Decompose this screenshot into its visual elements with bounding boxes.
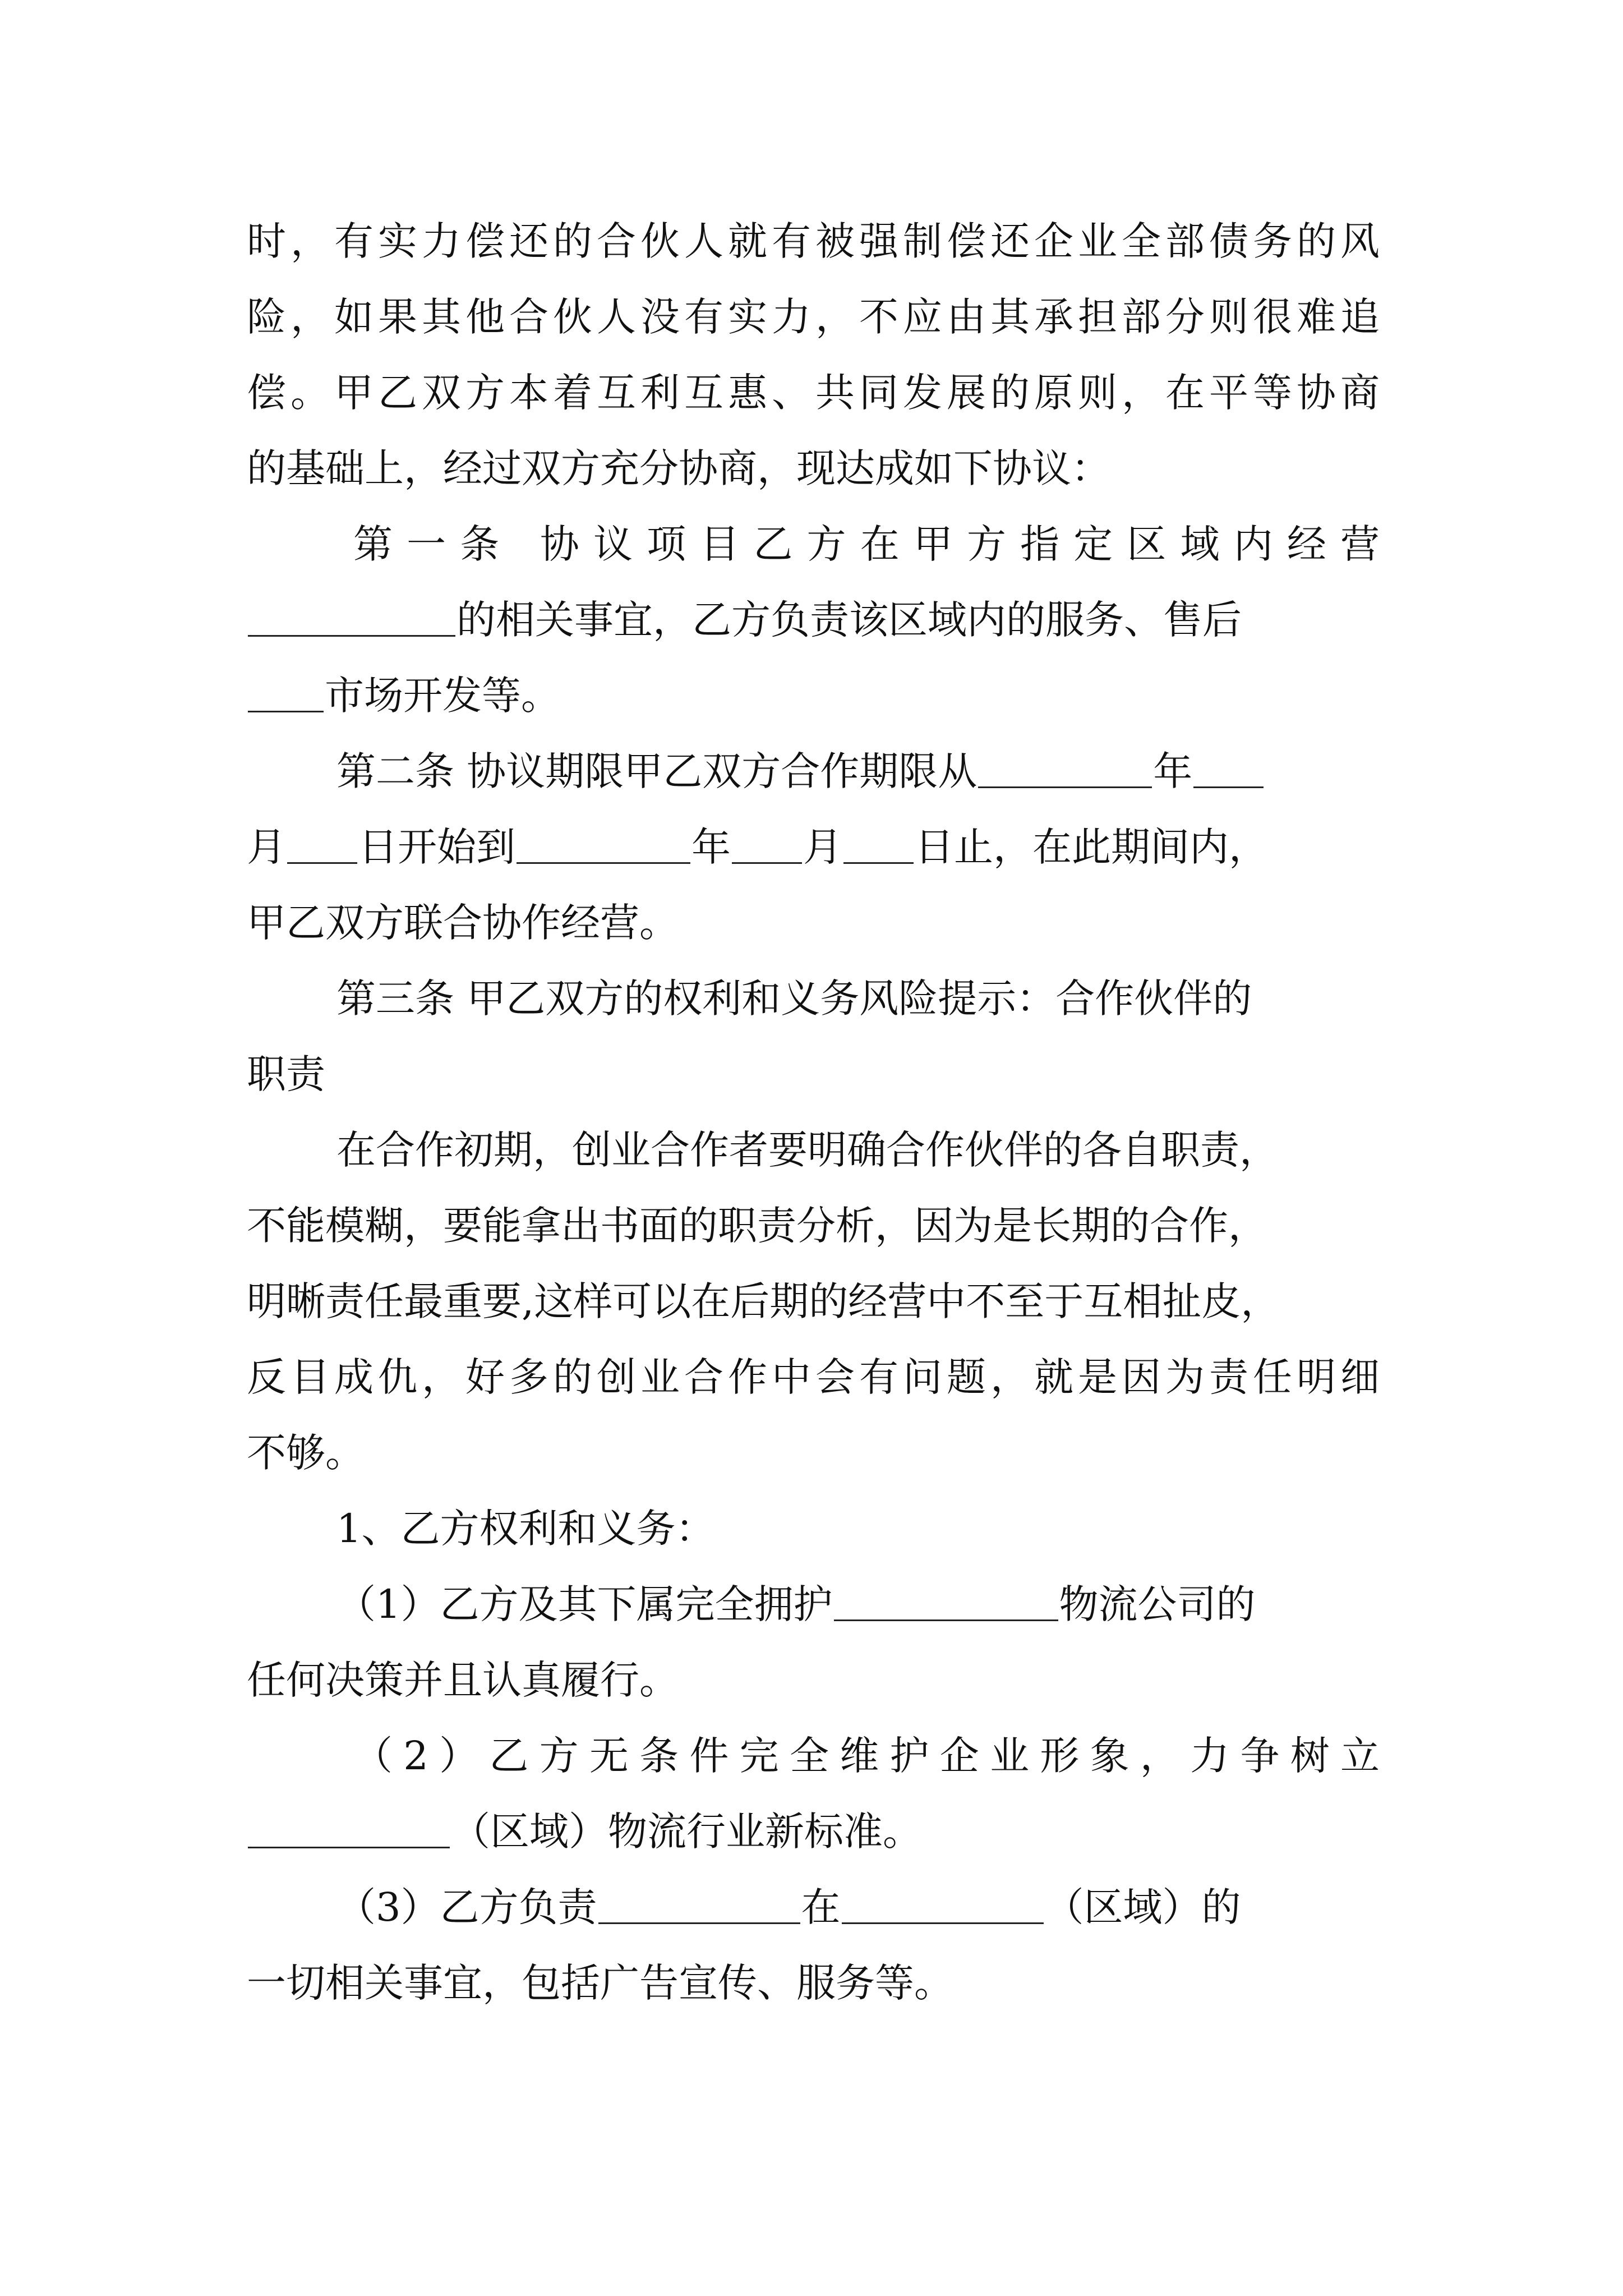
item-2-line: [353, 1722, 1380, 1789]
text-run: 日开始到: [358, 824, 515, 870]
paragraph-line: [247, 435, 1380, 502]
text-run: 第三条 甲乙双方的权利和义务风险提示：合作伙伴的: [336, 976, 1252, 1022]
text-run: 年: [1153, 748, 1193, 794]
paragraph-line: [247, 1798, 1380, 1865]
text-run: 时，有实力偿还的合伙人就有被强制偿还企业全部债务的风: [247, 218, 1380, 264]
fill-in-blank: [834, 1580, 1058, 1621]
fill-in-blank: [517, 823, 690, 864]
paragraph-line: [336, 1116, 1380, 1184]
text-run: 第一条 协议项目乙方在甲方指定区域内经营: [353, 521, 1380, 567]
text-run: 一切相关事宜，包括广告宣传、服务等。: [247, 1960, 953, 2006]
fill-in-blank: [248, 596, 455, 637]
fill-in-blank: [843, 823, 914, 864]
text-run: 市场开发等。: [325, 673, 560, 719]
text-run: （3）乙方负责: [336, 1884, 597, 1930]
article-1-heading-line: [353, 510, 1380, 578]
text-run: 月: [247, 824, 286, 870]
fill-in-blank: [248, 671, 324, 712]
text-run: 在合作初期，创业合作者要明确合作伙伴的各自职责，: [336, 1127, 1279, 1173]
text-run: 在: [801, 1884, 841, 1930]
text-run: 日止，在此期间内，: [915, 824, 1268, 870]
text-run: 第二条 协议期限甲乙双方合作期限从: [336, 748, 978, 794]
text-run: 年: [691, 824, 731, 870]
text-run: 的相关事宜，乙方负责该区域内的服务、售后: [457, 597, 1242, 643]
text-run: 不够。: [247, 1430, 365, 1476]
fill-in-blank: [287, 823, 357, 864]
paragraph-line: [247, 283, 1380, 351]
text-run: 甲乙双方联合协作经营。: [247, 900, 679, 946]
item-1-line: [336, 1571, 1380, 1638]
paragraph-line: [247, 359, 1380, 426]
fill-in-blank: [248, 1807, 450, 1848]
paragraph-line: [247, 1646, 1380, 1714]
text-run: （1）乙方及其下属完全拥护: [336, 1581, 833, 1627]
fill-in-blank: [978, 747, 1152, 788]
item-3-line: [336, 1874, 1380, 1941]
paragraph-line: [247, 208, 1380, 275]
paragraph-line: [247, 1343, 1380, 1411]
text-run: 职责: [247, 1051, 325, 1097]
text-run: 月: [803, 824, 842, 870]
fill-in-blank: [732, 823, 802, 864]
text-run: 的基础上，经过双方充分协商，现达成如下协议：: [247, 445, 1110, 491]
article-2-heading-line: [336, 738, 1380, 805]
fill-in-blank: [842, 1883, 1044, 1924]
paragraph-line: [247, 1041, 1380, 1108]
text-run: 1、乙方权利和义务：: [336, 1506, 715, 1552]
article-3-heading-line: [336, 965, 1380, 1032]
text-run: 任何决策并且认真履行。: [247, 1657, 679, 1703]
paragraph-line: [247, 586, 1380, 654]
text-run: 偿。甲乙双方本着互利互惠、共同发展的原则，在平等协商: [247, 370, 1380, 416]
text-run: 明晰责任最重要,这样可以在后期的经营中不至于互相扯皮，: [247, 1278, 1280, 1324]
text-run: （2）乙方无条件完全维护企业形象，力争树立: [353, 1733, 1380, 1779]
text-run: （区域）物流行业新标准。: [451, 1809, 922, 1855]
text-run: 反目成仇，好多的创业合作中会有问题，就是因为责任明细: [247, 1354, 1380, 1400]
text-run: （区域）的: [1044, 1884, 1241, 1930]
paragraph-line: [247, 662, 1380, 729]
text-run: 险，如果其他合伙人没有实力，不应由其承担部分则很难追: [247, 294, 1380, 340]
paragraph-line: [247, 889, 1380, 956]
fill-in-blank: [598, 1883, 800, 1924]
text-run: 物流公司的: [1059, 1581, 1256, 1627]
text-run: 不能模糊，要能拿出书面的职责分析，因为是长期的合作，: [247, 1203, 1267, 1249]
section-heading-line: [336, 1495, 1380, 1562]
paragraph-line: [247, 1949, 1380, 2017]
paragraph-line: [247, 813, 1380, 881]
paragraph-line: [247, 1268, 1380, 1335]
fill-in-blank: [1193, 747, 1264, 788]
paragraph-line: [247, 1192, 1380, 1259]
paragraph-line: [247, 1419, 1380, 1487]
